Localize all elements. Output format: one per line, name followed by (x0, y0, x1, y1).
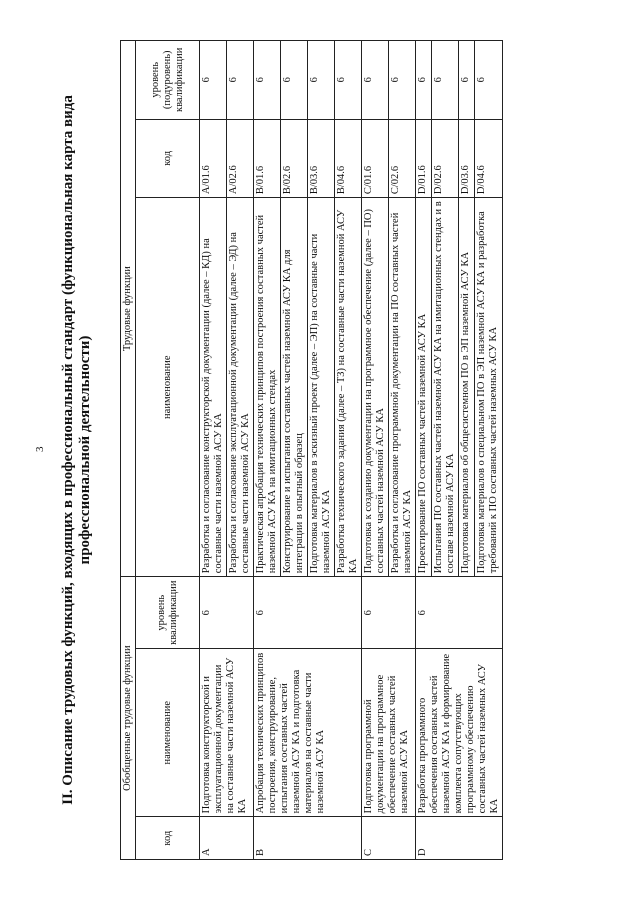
header-lab-name: наименование (136, 198, 200, 577)
function-code: B/01.6 (254, 119, 281, 198)
function-name: Практическая апробация технических принципов построения составных частей наземной АСУ КА на имитационных стендах (254, 198, 281, 577)
function-code: D/02.6 (431, 119, 459, 198)
function-code: A/02.6 (227, 119, 254, 198)
header-row-2 (136, 41, 200, 860)
group-level: 6 (254, 577, 362, 649)
group-code: C (362, 817, 416, 860)
header-row-1 (121, 41, 136, 860)
function-level: 6 (254, 41, 281, 120)
header-gen-level: уровень квалификации (136, 577, 200, 649)
group-name: Разработка программного обеспечения составных частей наземной АСУ КА и формирование комплекта сопутствующих программному обеспечению составных частей наземных АСУ КА (416, 649, 503, 817)
function-code: C/02.6 (389, 119, 416, 198)
group-level: 6 (200, 577, 254, 649)
group-code: D (416, 817, 503, 860)
function-code: D/04.6 (475, 119, 503, 198)
function-code: D/03.6 (459, 119, 475, 198)
function-level: 6 (200, 41, 227, 120)
table-row (254, 41, 281, 860)
function-code: A/01.6 (200, 119, 227, 198)
functional-map-table (120, 40, 503, 860)
function-code: B/03.6 (308, 119, 335, 198)
group-level: 6 (362, 577, 416, 649)
table-row (362, 41, 389, 860)
function-level: 6 (308, 41, 335, 120)
function-name: Разработка технического задания (далее – ТЗ) на составные части наземной АСУ КА (335, 198, 362, 577)
function-name: Испытания ПО составных частей наземной АСУ КА на имитационных стендах и в составе наземной АСУ КА (431, 198, 459, 577)
function-level: 6 (431, 41, 459, 120)
function-name: Разработка и согласование эксплуатационной документации (далее – ЭД) на составные части наземной АСУ КА (227, 198, 254, 577)
function-code: D/01.6 (416, 119, 432, 198)
function-level: 6 (475, 41, 503, 120)
table-row (416, 41, 432, 860)
rotated-content (60, 40, 620, 860)
header-lab-level: уровень (подуровень) квалификации (136, 41, 200, 120)
header-labor: Трудовые функции (121, 41, 136, 577)
group-level: 6 (416, 577, 503, 649)
function-level: 6 (281, 41, 308, 120)
table-row (200, 41, 227, 860)
function-name: Проектирование ПО составных частей наземной АСУ КА (416, 198, 432, 577)
function-name: Подготовка материалов в эскизный проект (далее – ЭП) на составные части наземной АСУ КА (308, 198, 335, 577)
header-gen-name: наименование (136, 649, 200, 817)
group-name: Подготовка программной документации на программное обеспечение составных частей наземной АСУ КА (362, 649, 416, 817)
function-name: Разработка и согласование программной документации на ПО составных частей наземной АСУ КА (389, 198, 416, 577)
function-name: Подготовка материалов об общесистемном ПО в ЭП наземной АСУ КА (459, 198, 475, 577)
section-title-line1: II. Описание трудовых функций, входящих в профессиональный стандарт (функциональная карта вида (60, 95, 76, 805)
header-lab-code: код (136, 119, 200, 198)
function-code: B/04.6 (335, 119, 362, 198)
section-title (60, 40, 112, 860)
header-generalized: Обобщенные трудовые функции (121, 577, 136, 860)
group-name: Апробация технических принципов построения, конструирование, испытания составных частей наземной АСУ КА и подготовка материалов на составные части наземной АСУ КА (254, 649, 362, 817)
function-name: Конструирование и испытания составных частей наземной АСУ КА для интеграции в опытный образец (281, 198, 308, 577)
function-name: Подготовка материалов о специальном ПО в ЭП наземной АСУ КА и разработка требований к ПО составных частей наземных АСУ КА (475, 198, 503, 577)
function-level: 6 (362, 41, 389, 120)
page-number: 3 (34, 446, 46, 452)
header-gen-code: код (136, 817, 200, 860)
section-title-line2: профессиональной деятельности) (77, 335, 93, 565)
function-code: B/02.6 (281, 119, 308, 198)
group-name: Подготовка конструкторской и эксплуатационной документации на составные части наземной АСУ КА (200, 649, 254, 817)
function-code: C/01.6 (362, 119, 389, 198)
function-level: 6 (227, 41, 254, 120)
function-name: Разработка и согласование конструкторской документации (далее – КД) на составные части наземной АСУ КА (200, 198, 227, 577)
function-level: 6 (459, 41, 475, 120)
function-level: 6 (389, 41, 416, 120)
group-code: B (254, 817, 362, 860)
function-level: 6 (416, 41, 432, 120)
function-level: 6 (335, 41, 362, 120)
function-name: Подготовка к созданию документации на программное обеспечение (далее – ПО) составных частей наземной АСУ КА (362, 198, 389, 577)
group-code: A (200, 817, 254, 860)
